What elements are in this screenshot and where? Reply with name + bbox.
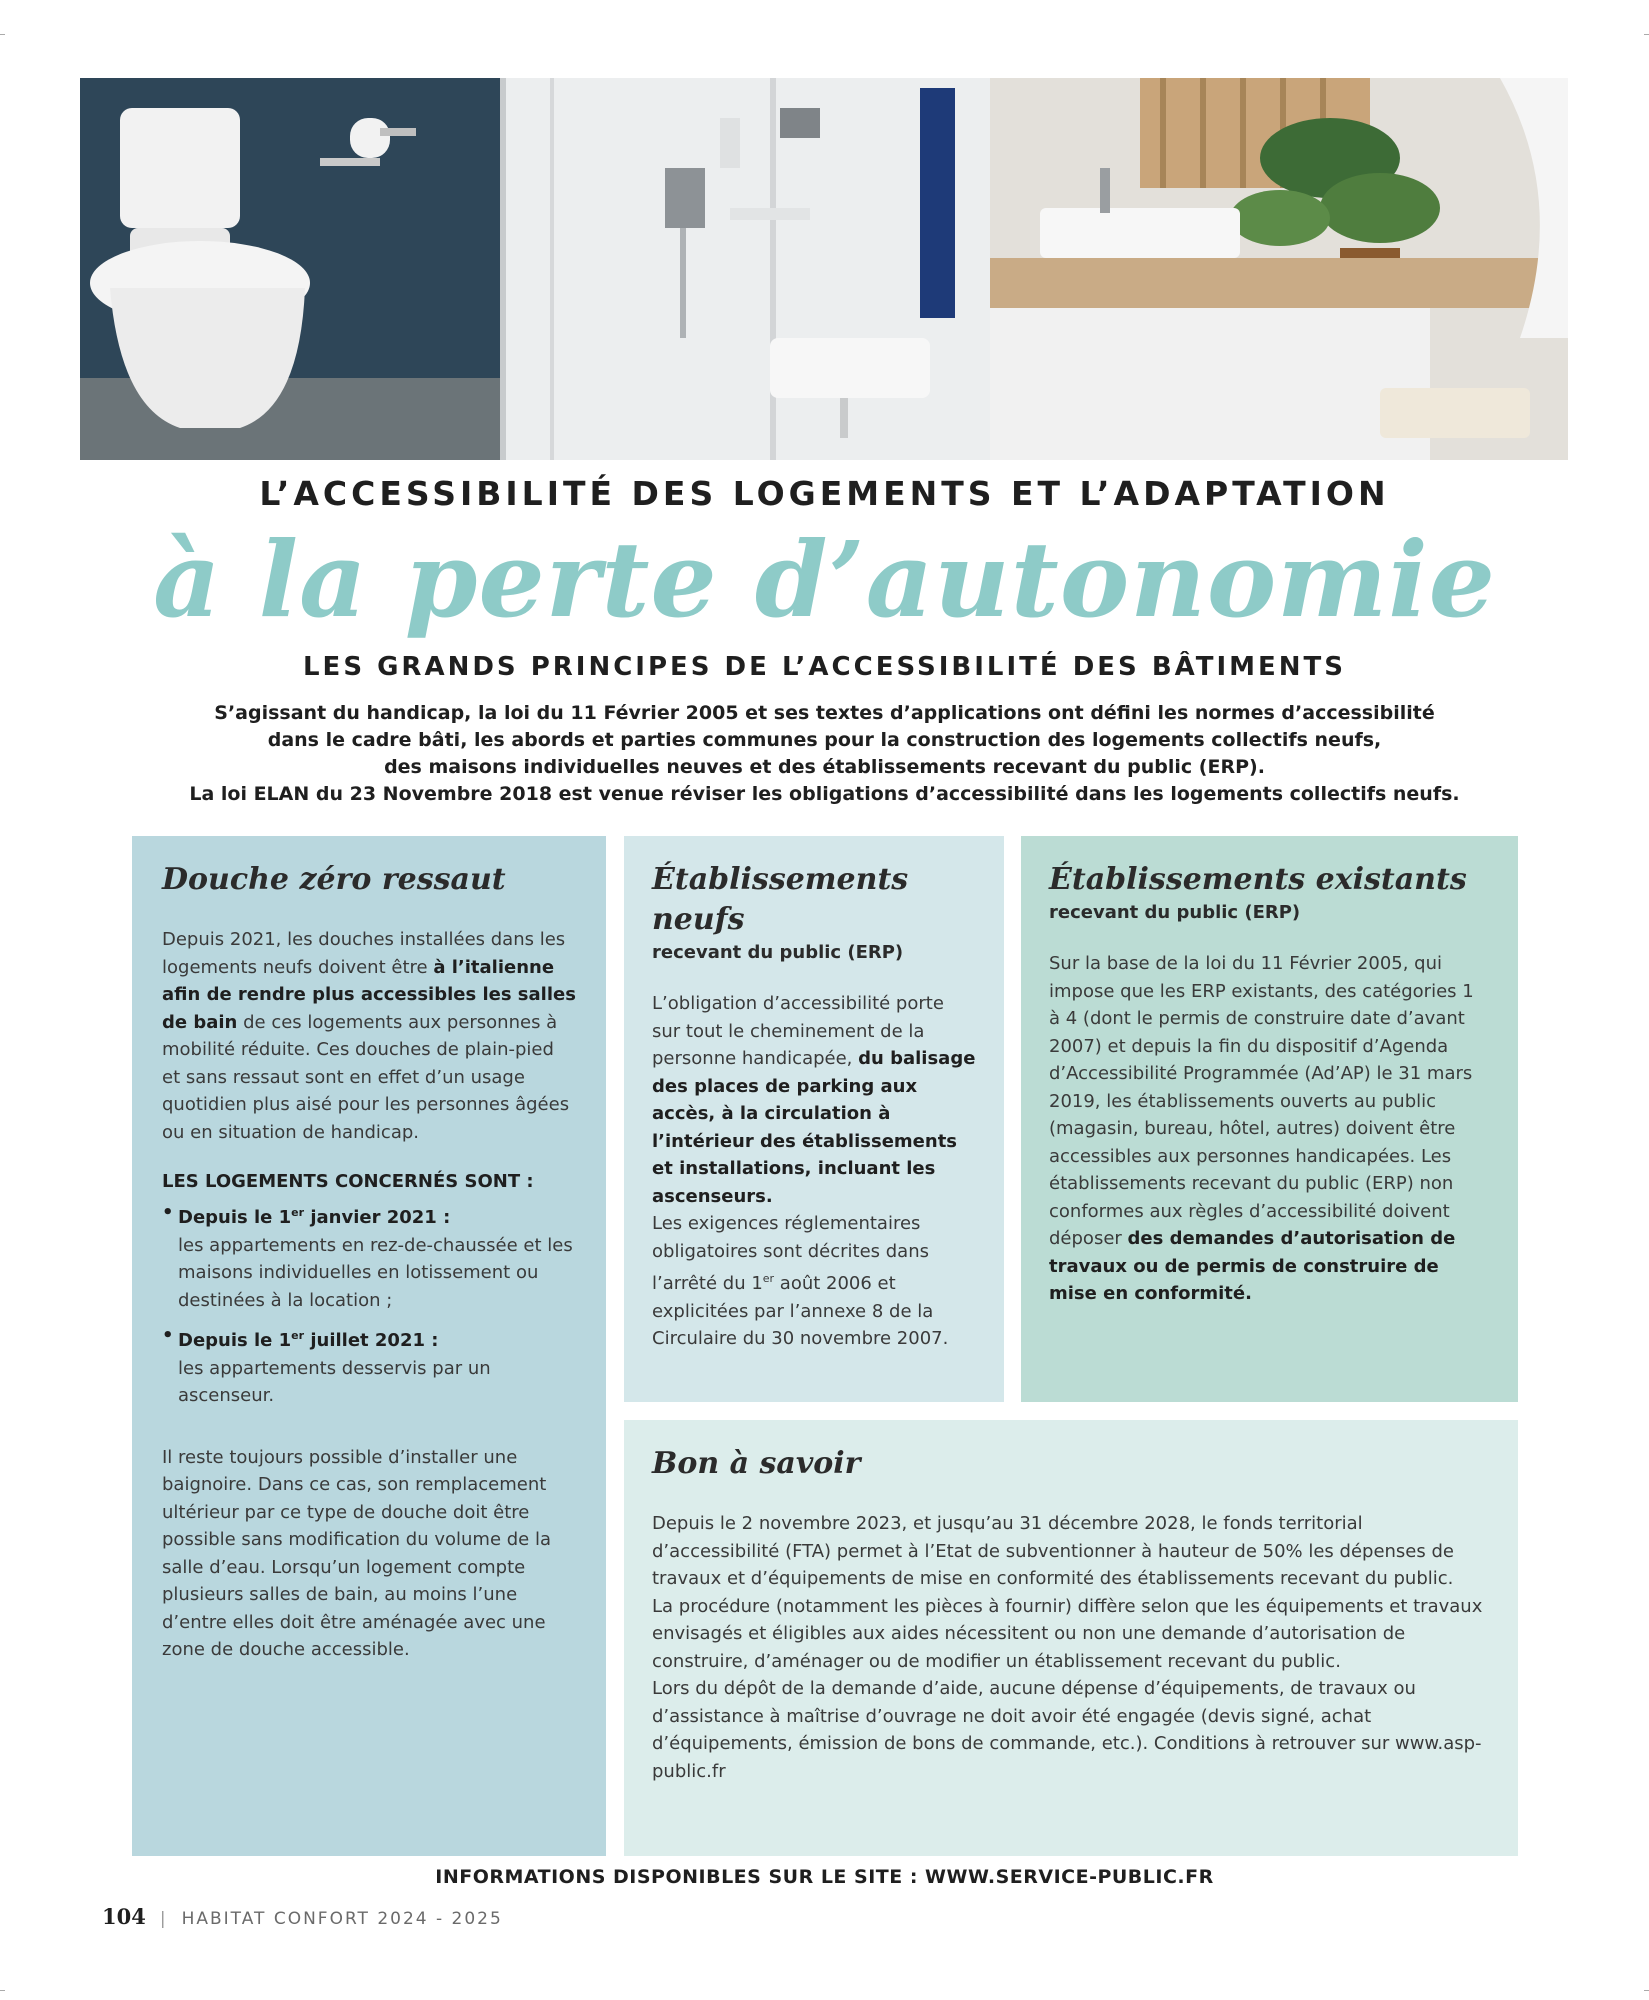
crop-mark [1644,34,1649,35]
list-item [162,1322,576,1410]
page-number: 104 [102,1904,146,1929]
lead-text: juillet 2021 : [304,1330,439,1351]
neufs-paragraph [652,990,976,1210]
list-item-lead [178,1330,438,1351]
neufs-emphasis: du balisage des places de parking aux accès, à la circulation à l’intérieur des établissements et installations, incluant les ascenseurs. [652,1048,976,1207]
intro-line: La loi ELAN du 23 Novembre 2018 est venue réviser les obligations d’accessibilité dans les logements collectifs neufs. [189,783,1460,805]
crop-mark [0,1990,5,1991]
publication-name: HABITAT CONFORT 2024 - 2025 [181,1909,503,1929]
lead-text: Depuis le 1 [178,1330,292,1351]
neufs-text: août 2006 et explicitées par l’annexe 8 de la Circulaire du 30 novembre 2007. [652,1273,949,1349]
list-item-lead [178,1207,450,1228]
section-subtitle: LES GRANDS PRINCIPES DE L’ACCESSIBILITÉ DES BÂTIMENTS [302,652,1346,682]
douche-text: de ces logements aux personnes à mobilité réduite. Ces douches de plain-pied et sans ressaut sont en effet d’un usage quotidien plus aisé pour les personnes âgées ou en situation de handicap. [162,1011,570,1143]
etablissements-neufs-box [624,836,1004,1402]
superscript: er [291,1329,305,1342]
neufs-subtitle: recevant du public (ERP) [652,942,904,963]
etablissements-existants-box [1021,836,1518,1402]
existants-title: Établissements existants [1049,862,1467,897]
lead-text: Depuis le 1 [178,1207,292,1228]
intro-paragraph [120,700,1529,808]
douche-paragraph [162,926,576,1146]
crop-mark [1644,1990,1649,1991]
existants-text: Sur la base de la loi du 11 Février 2005, qui impose que les ERP existants, des catégories 1 à 4 (dont le permis de construire date d’avant 2007) et depuis la fin du dispositif d’Agenda d’Accessibilité Programmée (Ad’AP) le 31 mars 2019, les établissements ouverts au public (magasin, bureau, hôtel, autres) doivent être accessibles aux personnes handicapées. Les établissements recevant du public (ERP) non conformes aux règles d’accessibilité doivent déposer [1049,953,1474,1249]
intro-line: dans le cadre bâti, les abords et parties communes pour la construction des logements collectifs neufs, [267,729,1382,751]
bon-paragraph: Lors du dépôt de la demande d’aide, aucune dépense d’équipements, de travaux ou d’assistance à maîtrise d’ouvrage ne doit avoir été engagée (devis signé, achat d’équipements, émission de bons de commande, etc.). Conditions à retrouver sur www.asp-public.fr [652,1678,1482,1782]
bon-paragraph: Depuis le 2 novembre 2023, et jusqu’au 31 décembre 2028, le fonds territorial d’accessibilité (FTA) permet à l’Etat de subventionner à hauteur de 50% les dépenses de travaux et d’équipements de mise en conformité des établissements recevant du public. [652,1513,1454,1589]
existants-paragraph [1049,950,1490,1308]
page-folio [102,1904,503,1929]
douche-paragraph: Il reste toujours possible d’installer une baignoire. Dans ce cas, son remplacement ultérieur par ce type de douche doit être possible sans modification du volume de la salle d’eau. Lorsqu’un logement compte plusieurs salles de bain, au moins l’une d’entre elles doit être aménagée avec une zone de douche accessible. [162,1446,551,1660]
existants-subtitle: recevant du public (ERP) [1049,902,1301,923]
crop-mark [0,34,5,35]
neufs-paragraph [652,1210,976,1353]
bon-a-savoir-box [624,1420,1518,1856]
bathroom-illustration [80,78,1568,460]
list-item [162,1199,576,1314]
superscript: er [291,1206,305,1219]
bon-paragraph: La procédure (notamment les pièces à fournir) diffère selon que les équipements et travaux envisagés et éligibles aux aides nécessitent ou non une demande d’autorisation de construire, d’aménager ou de modifier un établissement recevant du public. [652,1595,1483,1672]
douche-zero-ressaut-box [132,836,606,1856]
intro-line: des maisons individuelles neuves et des établissements recevant du public (ERP). [384,756,1265,778]
lead-text: janvier 2021 : [304,1207,451,1228]
footer-info: INFORMATIONS DISPONIBLES SUR LE SITE : WWW.SERVICE-PUBLIC.FR [435,1866,1214,1888]
bon-title: Bon à savoir [652,1446,861,1481]
douche-text: Depuis 2021, les douches installées dans les logements neufs doivent être [162,929,566,978]
folio-separator: | [159,1909,168,1929]
kicker-heading: L’ACCESSIBILITÉ DES LOGEMENTS ET L’ADAPTATION [259,474,1390,513]
bullet-icon: • [162,1325,174,1346]
intro-line: S’agissant du handicap, la loi du 11 Février 2005 et ses textes d’applications ont défini les normes d’accessibilité [214,702,1435,724]
bullet-icon: • [162,1202,174,1223]
page-title: à la perte d’autonomie [153,518,1496,641]
hero-bathroom-photo [80,78,1568,460]
neufs-title: Établissements neufs [652,862,909,937]
existants-emphasis: des demandes d’autorisation de travaux ou de permis de construire de mise en conformité. [1049,1228,1456,1304]
list-heading: LES LOGEMENTS CONCERNÉS SONT : [162,1171,534,1192]
douche-emphasis: à l’italienne afin de rendre plus accessibles les salles de bain [162,956,576,1033]
douche-title: Douche zéro ressaut [162,862,506,897]
neufs-text: Les exigences réglementaires obligatoires sont décrites dans l’arrêté du 1 [652,1213,929,1294]
superscript: er [762,1272,775,1285]
neufs-text: L’obligation d’accessibilité porte sur tout le cheminement de la personne handicapée, [652,993,944,1069]
list-item-text: les appartements desservis par un ascenseur. [178,1357,491,1406]
list-item-text: les appartements en rez-de-chaussée et les maisons individuelles en lotissement ou destinées à la location ; [178,1234,573,1311]
